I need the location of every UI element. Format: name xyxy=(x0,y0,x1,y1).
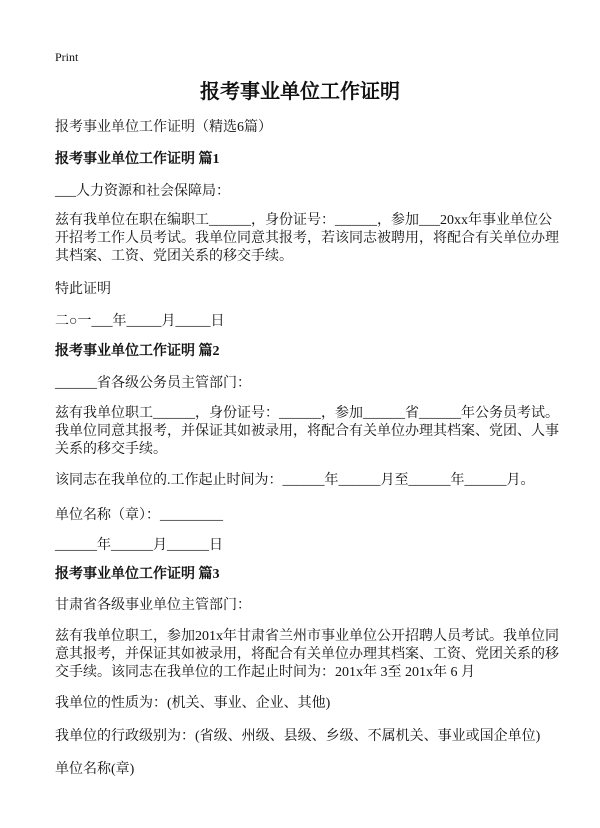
page-title: 报考事业单位工作证明 xyxy=(200,81,400,103)
section-1-closing: 特此证明 xyxy=(55,282,111,297)
document-subtitle: 报考事业单位工作证明（精选6篇） xyxy=(55,120,272,135)
section-3-heading: 报考事业单位工作证明 篇3 xyxy=(55,567,220,582)
section-3-unit-name: 单位名称(章) xyxy=(55,762,135,777)
section-3-nature: 我单位的性质为：(机关、事业、企业、其他) xyxy=(55,696,331,711)
body-line: 兹有我单位在职在编职工______，身份证号：______，参加___20xx年事业单位公 xyxy=(55,213,552,228)
body-line: 其档案、工资、党团关系的移交手续。 xyxy=(55,249,293,264)
body-line: 意其报考，并保证其如被录用，将配合有关单位办理其档案、工资、党团关系的移 xyxy=(55,647,559,662)
section-2-heading: 报考事业单位工作证明 篇2 xyxy=(55,344,220,359)
body-line: 交手续。该同志在我单位的工作起止时间为：201x年 3至 201x年 6 月 xyxy=(55,665,475,680)
print-link[interactable]: Print xyxy=(55,50,79,64)
section-3-body xyxy=(55,628,559,682)
section-2-period: 该同志在我单位的.工作起止时间为：______年______月至______年______月。 xyxy=(55,473,535,488)
section-1-heading: 报考事业单位工作证明 篇1 xyxy=(55,152,220,167)
body-line: 开招考工作人员考试。我单位同意其报考，若该同志被聘用，将配合有关单位办理 xyxy=(55,231,559,246)
body-line: 我单位同意其报考，并保证其如被录用，将配合有关单位办理其档案、党团、人事 xyxy=(55,424,559,439)
body-line: 兹有我单位职工______，身份证号：______，参加______省______年公务员考试。 xyxy=(55,406,559,421)
section-3-addressee: 甘肃省各级事业单位主管部门： xyxy=(55,598,251,613)
section-2-date: ______年______月______日 xyxy=(55,538,223,553)
body-line: 关系的移交手续。 xyxy=(55,442,167,457)
section-1-body xyxy=(55,212,559,266)
body-line: 兹有我单位职工，参加201x年甘肃省兰州市事业单位公开招聘人员考试。我单位同 xyxy=(55,629,559,644)
section-2-addressee: ______省各级公务员主管部门： xyxy=(55,376,251,391)
section-3-level: 我单位的行政级别为：(省级、州级、县级、乡级、不属机关、事业或国企单位) xyxy=(55,729,541,744)
section-1-addressee: ___人力资源和社会保障局： xyxy=(55,184,230,199)
section-1-date: 二○一___年_____月_____日 xyxy=(55,314,225,329)
section-2-unit-name: 单位名称（章）：_________ xyxy=(55,508,223,523)
section-2-body xyxy=(55,405,559,459)
